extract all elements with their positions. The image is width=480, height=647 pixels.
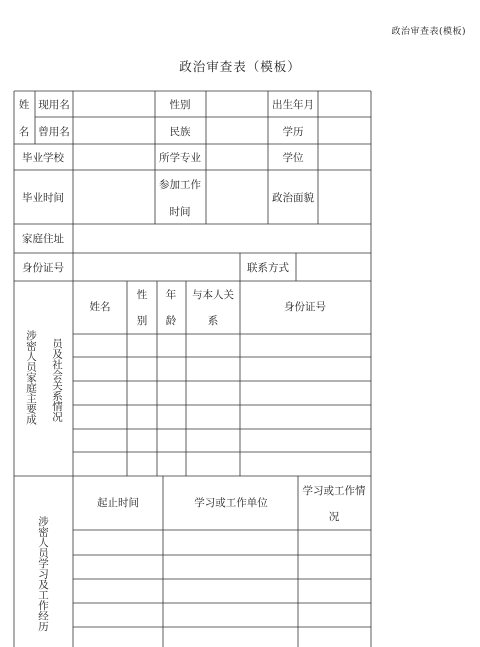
label-current-name: 现用名: [38, 99, 70, 111]
family-section-label-col1: 涉密人员家庭主要成: [25, 330, 37, 425]
table-grid-lines: [14, 91, 371, 647]
corner-header: 政治审查表(模板): [391, 27, 466, 37]
label-birth: 出生年月: [272, 99, 314, 111]
label-former-name: 曾用名: [38, 126, 70, 138]
label-school: 毕业学校: [22, 152, 64, 164]
label-degree: 学位: [282, 152, 304, 164]
family-header-gender-2: 别: [136, 315, 148, 327]
family-header-relation-1: 与本人关: [192, 289, 234, 301]
family-header-age-1: 年: [165, 289, 177, 301]
label-major: 所学专业: [159, 152, 201, 164]
family-header-age-2: 龄: [165, 315, 177, 327]
label-education: 学历: [282, 126, 304, 138]
history-header-unit: 学习或工作单位: [194, 497, 268, 509]
label-ethnicity: 民族: [169, 126, 191, 138]
history-header-period: 起止时间: [97, 497, 139, 509]
history-section-label: 涉密人员学习及工作经历: [37, 516, 49, 632]
label-political: 政治面貌: [272, 192, 314, 204]
family-header-relation-2: 系: [207, 315, 219, 327]
label-ming: 名: [18, 126, 30, 138]
label-contact: 联系方式: [247, 262, 289, 274]
label-gender: 性别: [169, 99, 191, 111]
label-work-start-line2: 时间: [169, 206, 191, 218]
label-grad-time: 毕业时间: [22, 192, 64, 204]
page-title: 政治审查表（模板）: [179, 59, 301, 74]
history-header-status-1: 学习或工作情: [302, 485, 366, 497]
family-header-name: 姓名: [89, 301, 111, 313]
label-work-start-line1: 参加工作: [159, 179, 201, 191]
label-xing: 姓: [18, 99, 30, 111]
family-section-label-col2: 员及社会关系情况: [51, 338, 63, 422]
label-id-number: 身份证号: [22, 262, 64, 274]
family-header-gender-1: 性: [136, 289, 148, 301]
history-header-status-2: 况: [328, 511, 340, 523]
label-address: 家庭住址: [22, 233, 64, 245]
family-header-id: 身份证号: [284, 301, 326, 313]
